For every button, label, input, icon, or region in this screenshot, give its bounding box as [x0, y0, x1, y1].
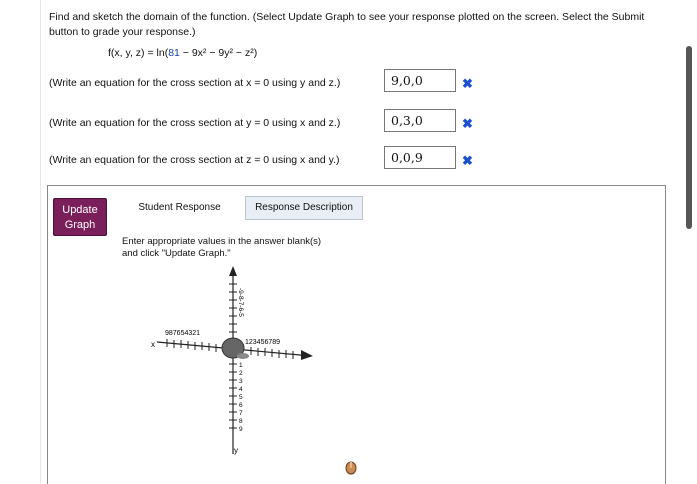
- incorrect-y-icon: ✖: [462, 116, 473, 131]
- y-axis-label: y: [234, 446, 238, 455]
- cross-section-y-prompt: (Write an equation for the cross section at y = 0 using x and z.): [49, 117, 341, 129]
- x-axis-label: x: [151, 340, 155, 349]
- y-tick-8: 8: [239, 418, 243, 425]
- y-tick-2: 2: [239, 370, 243, 377]
- incorrect-x-icon: ✖: [462, 76, 473, 91]
- y-tick-9: 9: [239, 426, 243, 433]
- instructions-line-2: button to grade your response.): [49, 26, 196, 38]
- cross-section-z-input[interactable]: 0,0,9: [384, 146, 456, 169]
- tab-response-description[interactable]: Response Description: [245, 196, 363, 220]
- cross-section-y-input[interactable]: 0,3,0: [384, 109, 456, 132]
- 3d-axes-graph[interactable]: [143, 264, 323, 464]
- hand-cursor-icon: [345, 461, 357, 475]
- graph-prompt-line-2: and click "Update Graph.": [122, 248, 231, 259]
- incorrect-z-icon: ✖: [462, 153, 473, 168]
- update-graph-button[interactable]: Update Graph: [53, 198, 107, 236]
- graph-prompt-line-1: Enter appropriate values in the answer blank(s): [122, 236, 322, 247]
- y-tick-4: 4: [239, 386, 243, 393]
- tab-student-response[interactable]: Student Response: [121, 196, 238, 220]
- neg-x-tick-labels: 987654321: [165, 330, 201, 337]
- y-tick-1: 1: [239, 362, 243, 369]
- cross-section-z-prompt: (Write an equation for the cross section at z = 0 using x and y.): [49, 154, 340, 166]
- graph-content: [48, 220, 665, 484]
- y-tick-6: 6: [239, 402, 243, 409]
- z-axis-arrow: [229, 266, 237, 276]
- function-prefix: f(x, y, z) = ln(: [108, 47, 169, 59]
- scrollbar[interactable]: [686, 46, 692, 229]
- y-tick-7: 7: [239, 410, 243, 417]
- x-axis-arrow: [301, 350, 313, 360]
- function-definition: [108, 47, 257, 59]
- neg-z-tick-labels: -9-8-7-6-5: [237, 288, 244, 317]
- graph-prompt: [122, 236, 362, 260]
- cross-section-x-prompt: (Write an equation for the cross section at x = 0 using y and z.): [49, 77, 341, 89]
- y-tick-labels: [239, 362, 243, 433]
- graph-panel: [47, 185, 666, 484]
- pos-x-tick-labels: 123456789: [245, 339, 281, 346]
- instructions: [49, 10, 679, 40]
- function-rest: − 9x² − 9y² − z²): [179, 47, 258, 59]
- y-tick-5: 5: [239, 394, 243, 401]
- origin-shadow: [237, 353, 249, 359]
- instructions-line-1: Find and sketch the domain of the function. (Select Update Graph to see your response plotted on the screen. Select the Submit: [49, 11, 645, 23]
- y-tick-3: 3: [239, 378, 243, 385]
- cross-section-x-input[interactable]: 9,0,0: [384, 69, 456, 92]
- function-constant: 81: [168, 47, 180, 59]
